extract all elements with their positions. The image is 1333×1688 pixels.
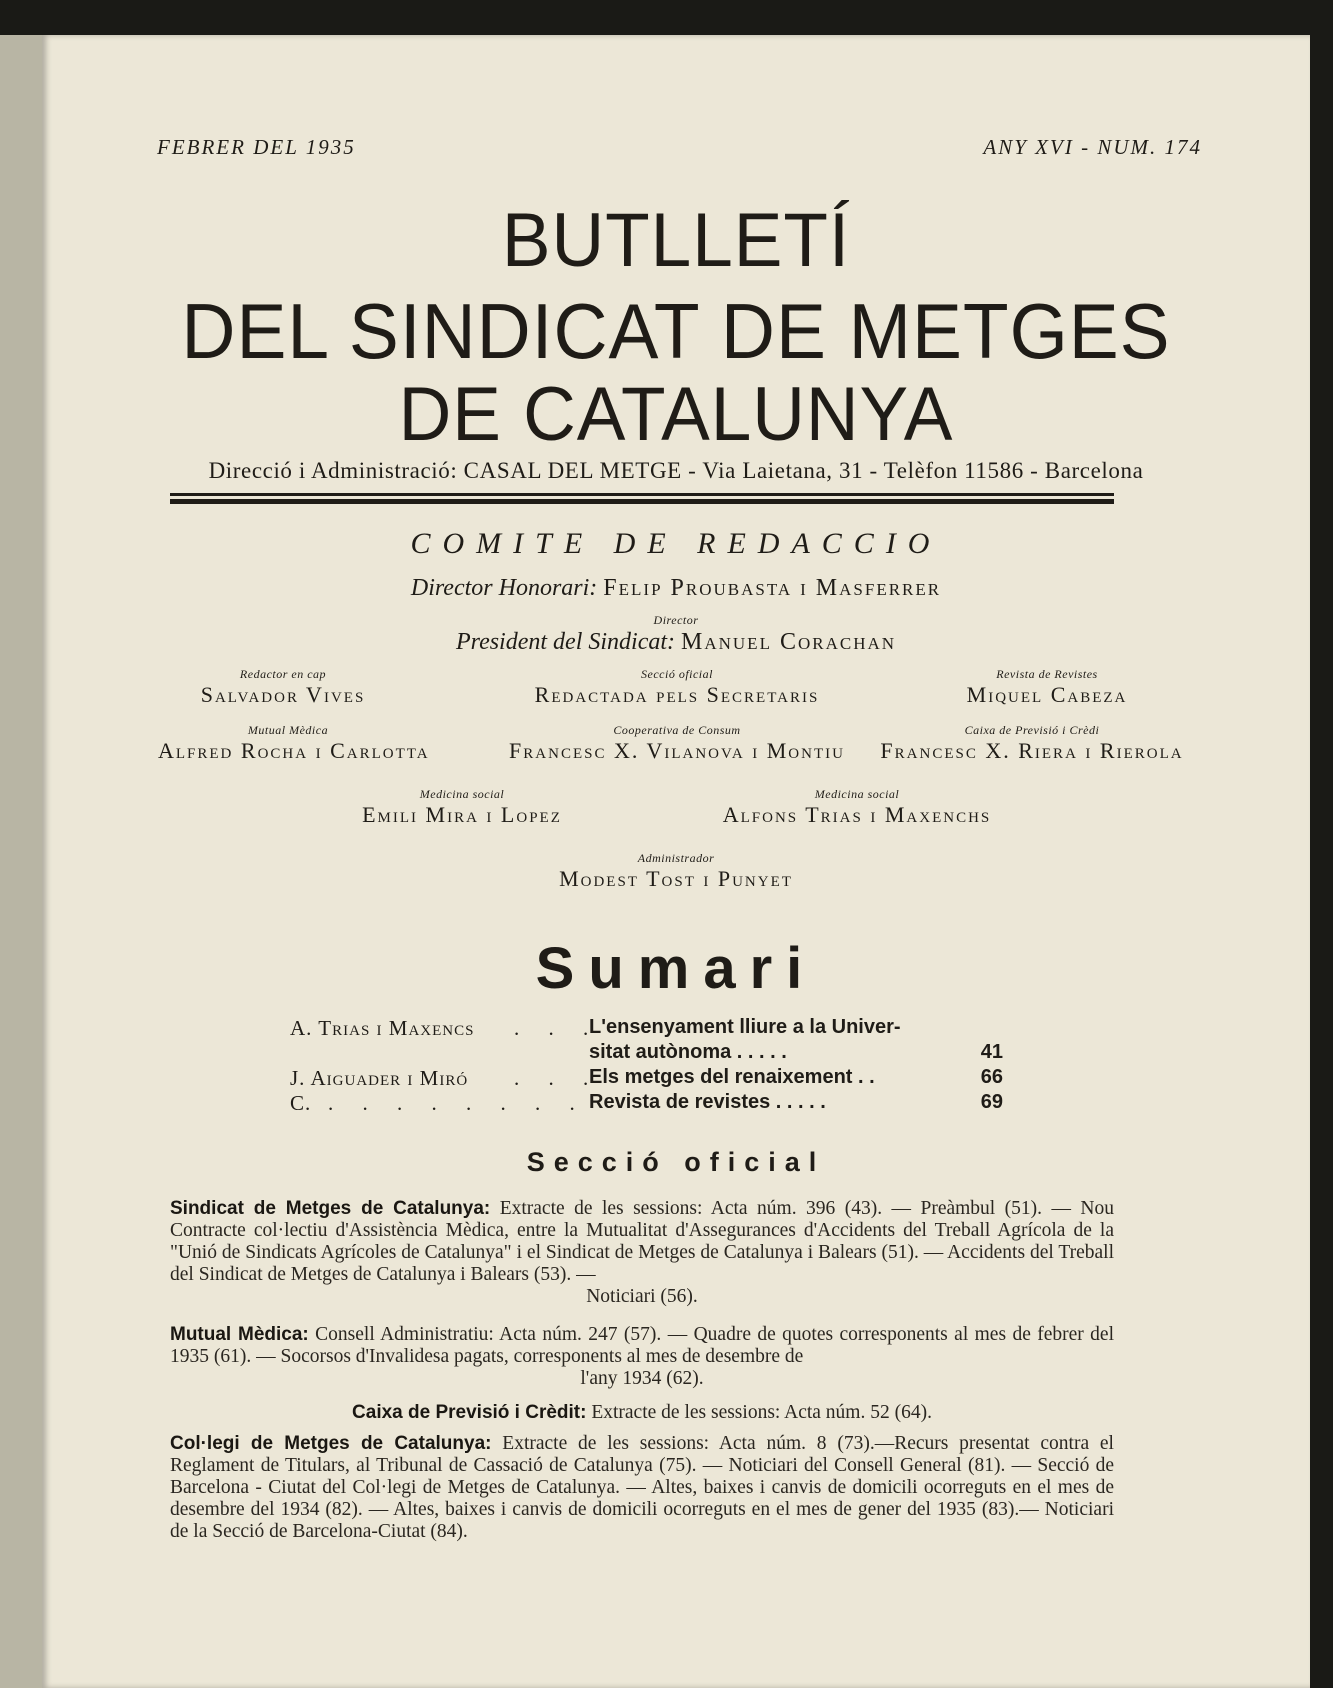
toc-page: 41 xyxy=(980,1041,1003,1063)
role-label: Medicina social xyxy=(814,787,900,801)
toc-author: C. xyxy=(290,1091,312,1115)
member-name: Redactada pels Secretaris xyxy=(534,682,820,707)
paragraph-text: Consell Administratiu: Acta núm. 247 (57). — Quadre de quotes corresponents al mes de febrer del 1935 (61). — Socorsos d'Invalidesa pagats, corresponents al mes de desembre de xyxy=(170,1324,1115,1367)
paragraph-text: Extracte de les sessions: Acta núm. 396 (43). — Preàmbul (51). — Nou Contracte col·lectiu d'Assistència Mèdica, entre la Mutualitat d'Assegurances d'Accidents del Treball Agrícola de la "Unió de Sindicats Agrícoles de Catalunya" i el Sindicat de Metges de Catalunya i Balears (51). — Accidents del Treball del Sindicat de Metges de Catalunya i Balears (53). — xyxy=(170,1198,1114,1285)
issue-number: ANY XVI - NUM. 174 xyxy=(983,135,1202,159)
review-editor xyxy=(922,667,1172,708)
masthead-title-line2: DEL SINDICAT DE METGES xyxy=(181,287,1171,375)
toc-title: sitat autònoma . . . . . xyxy=(589,1041,787,1063)
paragraph-text: Extracte de les sessions: Acta núm. 8 (73).—Recurs presentat contra el Reglament de Titulars, al Tribunal de Cassació de Catalunya (75). — Noticiari del Consell General (81). — Secció de Barcelona - Ciutat del Col·legi de Metges de Catalunya. — Altes, baixes i canvis de domicili ocorreguts en el mes de desembre del 1934 (82). — Altes, baixes i canvis de domicili ocorreguts en el mes de gener del 1935 (83).— Noticiari de la Secció de Barcelona-Ciutat (84). xyxy=(170,1433,1114,1542)
journal-page xyxy=(42,35,1310,1688)
mutual-medica-paragraph xyxy=(170,1324,1114,1390)
paragraph-lead: Sindicat de Metges de Catalunya: xyxy=(170,1198,491,1219)
role-label: Caixa de Previsió i Crèdi xyxy=(964,723,1100,737)
official-section-heading: Secció oficial xyxy=(526,1147,826,1177)
member-name: Francesc X. Riera i Rierola xyxy=(880,738,1184,763)
committee-heading: COMITE DE REDACCIO xyxy=(410,527,942,560)
role-label: Mutual Mèdica xyxy=(247,723,329,737)
adjacent-page-edge xyxy=(0,35,42,1688)
sindicat-paragraph xyxy=(170,1198,1114,1308)
toc-title: Els metges del renaixement . . xyxy=(589,1066,875,1088)
toc-author: A. Trias i Maxencs xyxy=(290,1016,475,1040)
summary-heading: Sumari xyxy=(535,936,817,1001)
toc-author: J. Aiguader i Miró xyxy=(290,1066,469,1090)
role-label: Medicina social xyxy=(419,787,505,801)
editor-in-chief xyxy=(168,667,398,708)
member-name: Alfred Rocha i Carlotta xyxy=(158,738,430,763)
paragraph-lead: Caixa de Previsió i Crèdit: xyxy=(352,1402,587,1423)
member-name: Alfons Trias i Maxenchs xyxy=(722,802,992,827)
role-label: Secció oficial xyxy=(641,667,713,681)
toc-title: L'ensenyament lliure a la Univer- xyxy=(589,1016,901,1038)
masthead-rule-bottom xyxy=(170,499,1114,504)
role-label: Administrador xyxy=(637,851,715,865)
honorary-director-label: Director Honorari: xyxy=(410,575,598,601)
paragraph-text: Extracte de les sessions: Acta núm. 52 (64). xyxy=(591,1402,932,1423)
director-line xyxy=(42,629,1310,656)
toc-leader: . . . xyxy=(514,1066,601,1090)
savings-fund-editor xyxy=(832,723,1232,764)
honorary-director-name: Felip Proubasta i Masferrer xyxy=(603,575,942,601)
toc-entry xyxy=(42,1016,1310,1042)
toc-leader: . . . xyxy=(514,1016,601,1040)
social-medicine-editor-2 xyxy=(692,787,1022,828)
masthead-rule-top xyxy=(170,493,1114,496)
masthead-title-line1: BUTLLETÍ xyxy=(501,198,851,283)
masthead-address: Direcció i Administració: CASAL DEL METGE - Via Laietana, 31 - Telèfon 11586 - Barcelona xyxy=(208,458,1144,483)
masthead-title-line3: DE CATALUNYA xyxy=(398,372,954,457)
caixa-paragraph xyxy=(170,1402,1114,1424)
role-label: Cooperativa de Consum xyxy=(613,723,741,737)
role-label: Revista de Revistes xyxy=(996,667,1098,681)
paragraph-lead: Col·legi de Metges de Catalunya: xyxy=(170,1433,492,1454)
paragraph-tail: l'any 1934 (62). xyxy=(580,1368,704,1389)
mutual-medica-editor xyxy=(158,723,430,764)
member-name: Miquel Cabeza xyxy=(966,682,1128,707)
member-name: Francesc X. Vilanova i Montiu xyxy=(509,738,845,763)
toc-entry xyxy=(42,1066,1310,1092)
social-medicine-editor-1 xyxy=(312,787,612,828)
director-name: Manuel Corachan xyxy=(681,629,897,655)
official-section-editor xyxy=(467,667,887,708)
role-label: Redactor en cap xyxy=(239,667,327,681)
toc-entry xyxy=(42,1041,1310,1067)
administrator xyxy=(476,851,876,892)
director-label: President del Sindicat: xyxy=(455,629,676,655)
honorary-director-line xyxy=(42,575,1310,602)
member-name: Emili Mira i Lopez xyxy=(362,802,562,827)
collegi-paragraph xyxy=(170,1433,1114,1543)
paragraph-lead: Mutual Mèdica: xyxy=(170,1324,309,1345)
toc-entry xyxy=(42,1091,1310,1117)
toc-title: Revista de revistes . . . . . xyxy=(589,1091,826,1113)
member-name: Salvador Vives xyxy=(200,682,366,707)
toc-page: 66 xyxy=(980,1066,1003,1088)
member-name: Modest Tost i Punyet xyxy=(559,866,793,891)
paragraph-tail: Noticiari (56). xyxy=(586,1286,698,1307)
toc-page: 69 xyxy=(980,1091,1003,1113)
toc-leader: . . . . . . . . xyxy=(328,1091,587,1115)
issue-date: FEBRER DEL 1935 xyxy=(157,135,356,159)
director-small-label: Director xyxy=(653,613,699,627)
